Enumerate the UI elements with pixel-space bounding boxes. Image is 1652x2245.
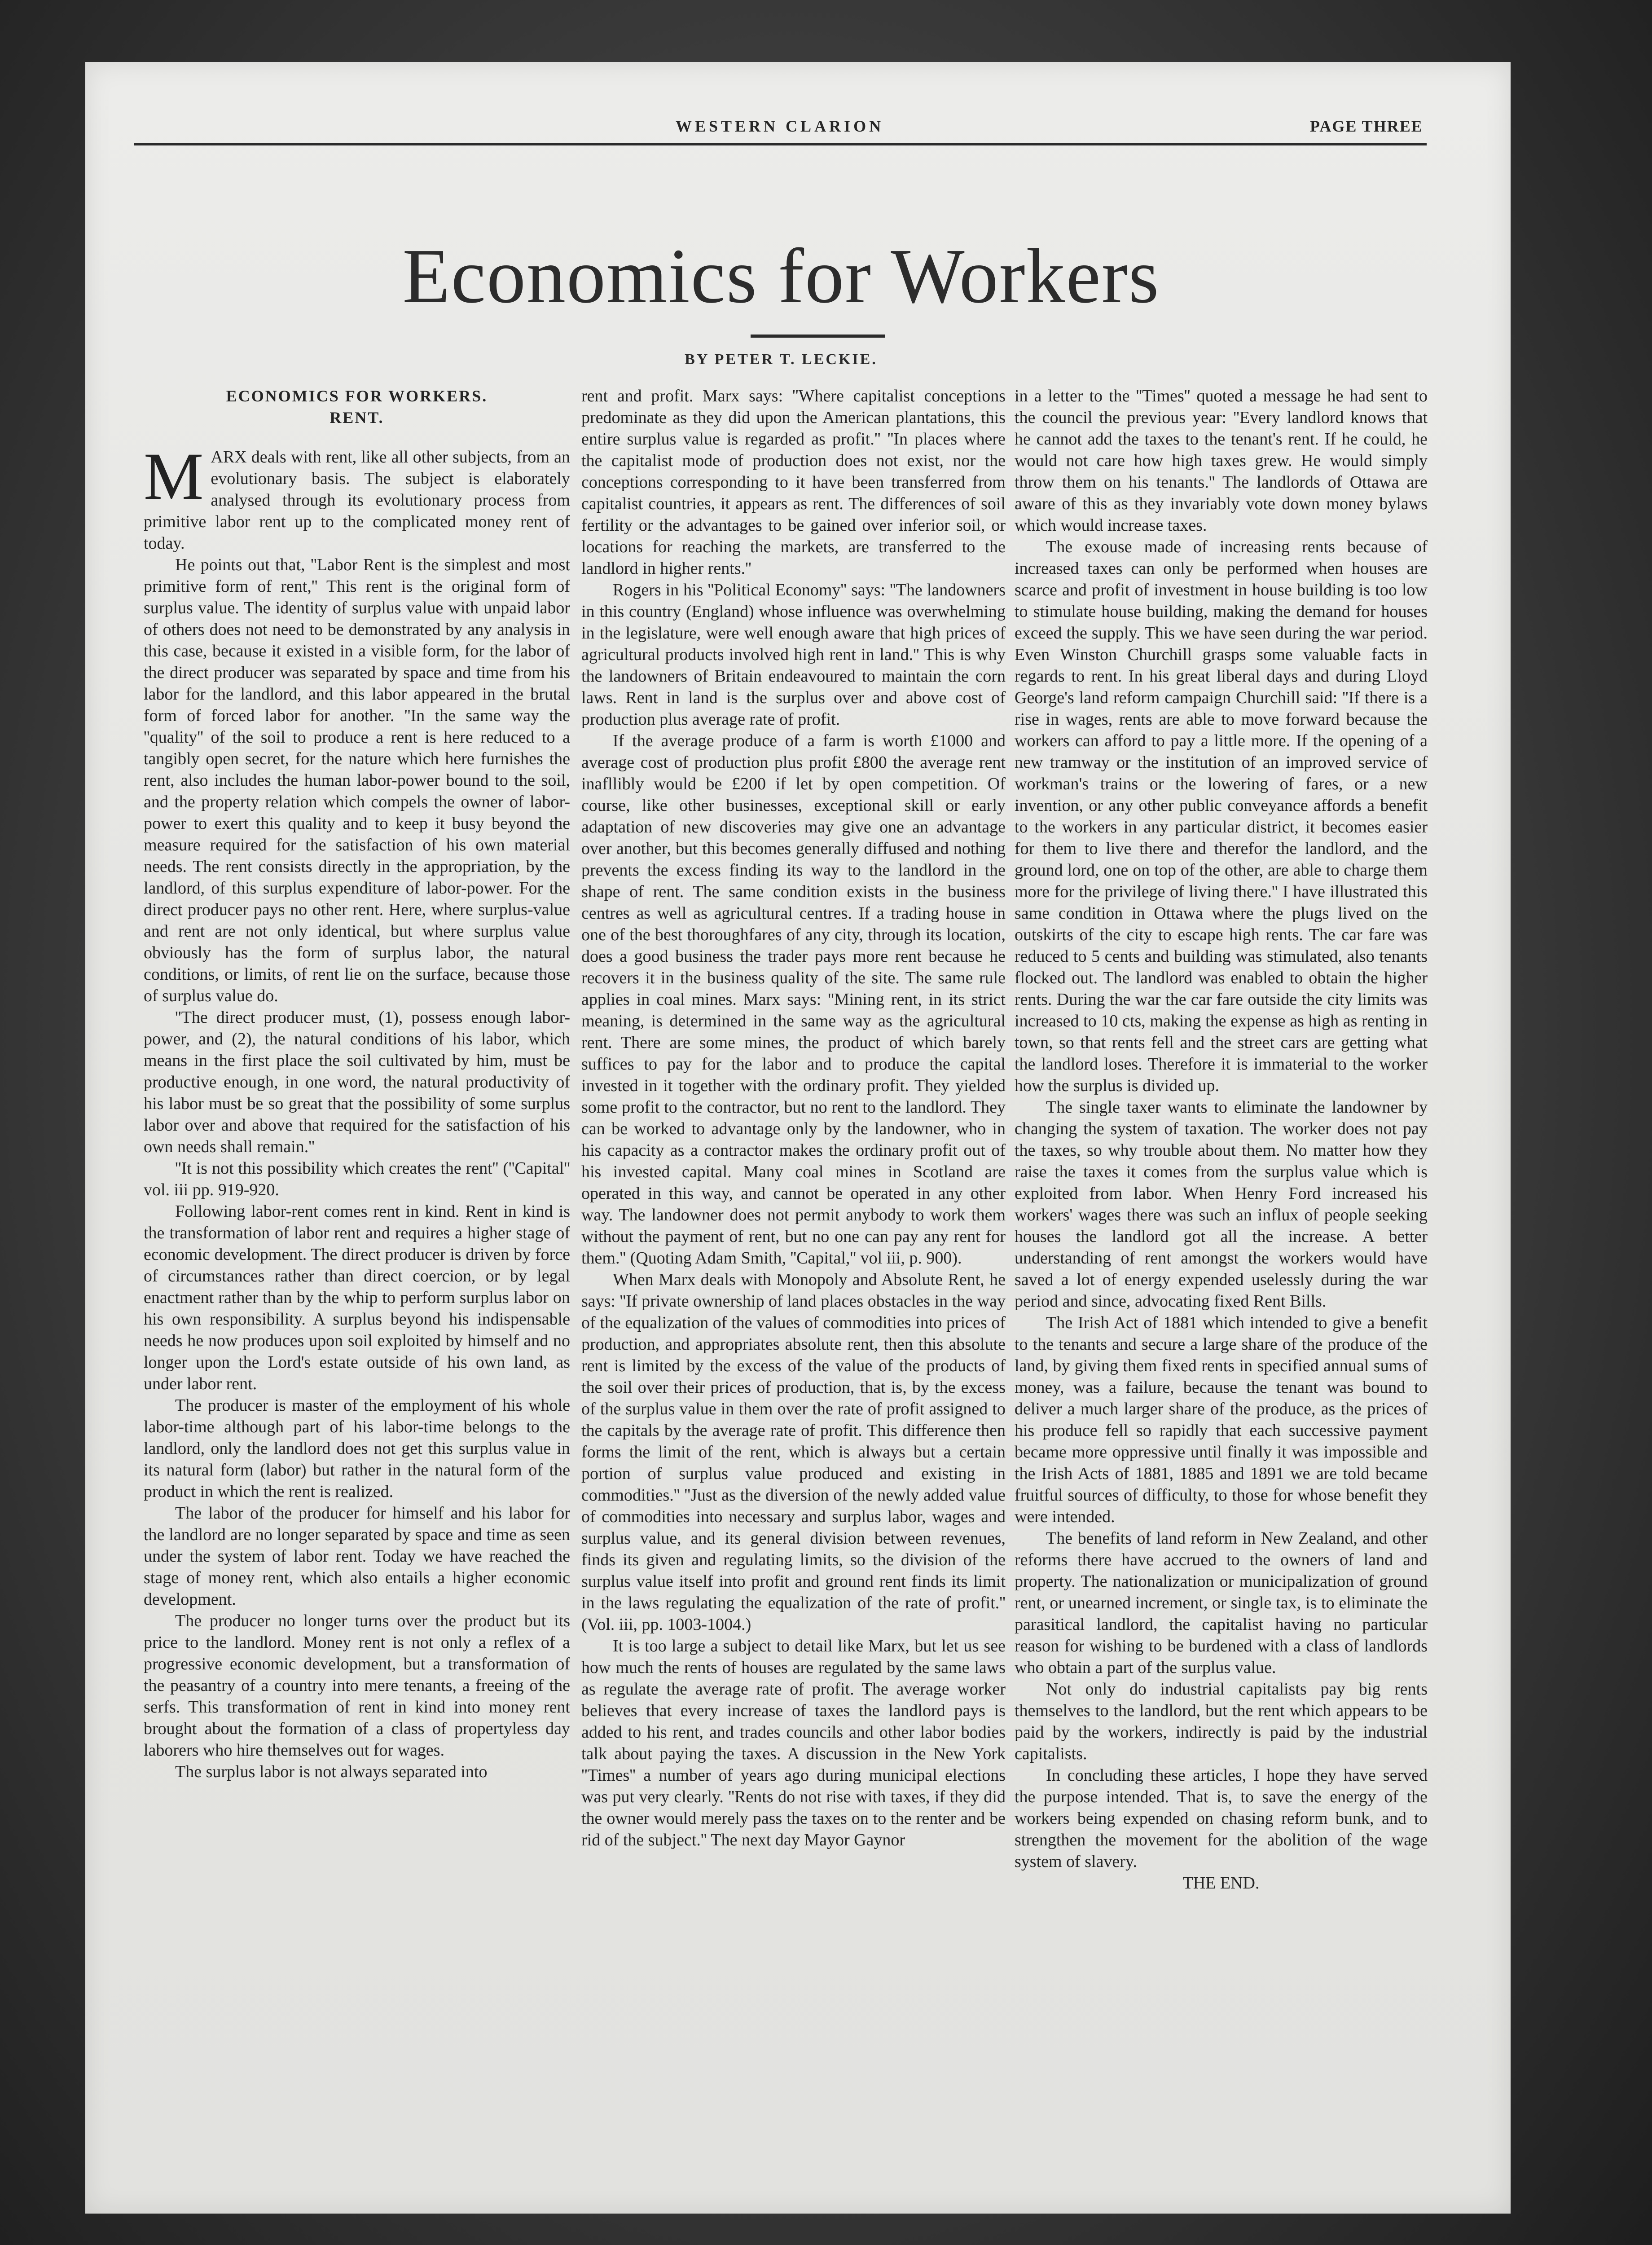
byline: BY PETER T. LECKIE. (685, 351, 878, 368)
title-underline (751, 335, 885, 338)
paragraph: rent and profit. Marx says: ''Where capitalist conceptions predominate as they did upon the American plantations, this entire surplus value is regarded as profit.'' ''In places where the capitalist mode of production does not exist, nor the conceptions corresponding to it have been transferred from capitalist countries, it appears as rent. The differences of soil fertility or the advantages to be gained over inferior soil, or locations for reaching the markets, are transferred to the landlord in higher rents.'' (581, 387, 1006, 578)
article-column-2 (581, 385, 1006, 2169)
paragraph: The producer is master of the employment of his whole labor-time although part of his labor-time belongs to the landlord, only the landlord does not get this surplus value in its natural form (labor) but rather in the natural form of the product in which the rent is realized. (144, 1396, 570, 1501)
page-label: PAGE THREE (1310, 117, 1423, 135)
paragraph: Rogers in his ''Political Economy'' says: ''The landowners in this country (England) whose influence was overwhelming in the legislature, were well enough aware that high prices of agricultural products involved high rent in land.'' This is why the landowners of Britain endeavoured to maintain the corn laws. Rent in land is the surplus over and above cost of production plus average rate of profit. (581, 581, 1006, 729)
paragraph: MARX deals with rent, like all other subjects, from an evolutionary basis. The subject is elaborately analysed through its evolutionary process from primitive labor rent up to the complicated money rent of today. (144, 439, 570, 553)
paragraph: ''It is not this possibility which creates the rent'' (''Capital'' vol. iii pp. 919-920. (144, 1159, 570, 1199)
article-column-3 (1015, 385, 1428, 2169)
paragraph: In concluding these articles, I hope they have served the purpose intended. That is, to save the energy of the workers being expended on chasing reform bunk, and to strengthen the movement for the abolition of the wage system of slavery. (1015, 1766, 1428, 1871)
the-end-label: THE END. (1182, 1874, 1260, 1893)
paragraph: Following labor-rent comes rent in kind. Rent in kind is the transformation of labor rent and requires a higher stage of economic development. The direct producer is driven by force of circumstances rather than direct coercion, or by legal enactment rather than by the whip to perform surplus labor on his own responsibility. A surplus beyond his indispensable needs he now produces upon soil exploited by himself and no longer upon the Lord's estate outside of his own land, as under labor rent. (144, 1202, 570, 1393)
paragraph: The benefits of land reform in New Zealand, and other reforms there have accrued to the owners of land and property. The nationalization or municipalization of ground rent, or unearned increment, or single tax, is to eliminate the parasitical landlord, the capitalist having no particular reason for wishing to be burdened with a class of landlords who obtain a part of the surplus value. (1015, 1529, 1428, 1677)
section-heading-line-1: ECONOMICS FOR WORKERS. (226, 387, 488, 405)
paragraph: When Marx deals with Monopoly and Absolute Rent, he says: ''If private ownership of land places obstacles in the way of the equalization of the values of commodities into prices of production, and appropriates absolute rent, then this absolute rent is limited by the excess of the value of the products of the soil over their prices of production, that is, by the excess of the surplus value in them over the rate of profit assigned to the capitals by the average rate of profit. This difference then forms the limit of the rent, which is always but a certain portion of surplus value produced and existing in commodities.'' ''Just as the diversion of the newly added value of commodities into necessary and surplus labor, wages and surplus value, and its general division between revenues, finds its given and regulating limits, so the division of the surplus value itself into profit and ground rent finds its limit in the laws regulating the equalization of the rate of profit.'' (Vol. iii, pp. 1003-1004.) (581, 1270, 1006, 1634)
paragraph: The labor of the producer for himself and his labor for the landlord are no longer separated by space and time as seen under the system of labor rent. Today we have reached the stage of money rent, which also entails a higher economic development. (144, 1504, 570, 1609)
article-column-1 (144, 385, 570, 2169)
paragraph: The single taxer wants to eliminate the landowner by changing the system of taxation. The worker does not pay the taxes, so why trouble about them. No matter how they raise the taxes it comes from the surplus value which is exploited from labor. When Henry Ford increased his workers' wages there was such an influx of people seeking houses the landlord got all the increase. A better understanding of rent amongst the workers would have saved a lot of energy expended uselessly during the war period and since, advocating fixed Rent Bills. (1015, 1098, 1428, 1311)
section-heading (144, 385, 570, 428)
header-rule (134, 143, 1427, 145)
article-title: Economics for Workers (402, 233, 1160, 319)
paragraph: The Irish Act of 1881 which intended to give a benefit to the tenants and secure a large share of the produce of the land, by giving them fixed rents in specified annual sums of money, was a failure, because the tenant was bound to deliver a much larger share of the produce, as the prices of his produce fell so rapidly that each successive payment became more oppressive until finally it was impossible and the Irish Acts of 1881, 1885 and 1891 we are told became fruitful sources of difficulty, to those for whose benefit they were intended. (1015, 1313, 1428, 1526)
paragraph: If the average produce of a farm is worth £1000 and average cost of production plus profit £800 the average rent inafllibly would be £200 if let by open competition. Of course, like other businesses, exceptional skill or early adaptation of new discoveries may give one an advantage over another, but this becomes generally diffused and nothing prevents the excess finding its way to the landlord in the shape of rent. The same condition exists in the business centres as well as agricultural centres. If a trading house in one of the best thoroughfares of any city, through its location, does a good business the trader pays more rent because he recovers it in the business quality of the site. The same rule applies in coal mines. Marx says: ''Mining rent, in its strict meaning, is determined in the same way as the agricultural rent. There are some mines, the product of which barely suffices to pay for the labor and to produce the capital invested in it together with the ordinary profit. They yielded some profit to the contractor, but no rent to the landlord. They can be worked to advantage only by the landowner, who in his capacity as a contractor makes the ordinary profit out of his invested capital. Many coal mines in Scotland are operated in this way, and cannot be operated in any other way. The landowner does not permit anybody to work them without the payment of rent, but no one can pay any rent for them.'' (Quoting Adam Smith, ''Capital,'' vol iii, p. 900). (581, 731, 1006, 1268)
paragraph: Not only do industrial capitalists pay big rents themselves to the landlord, but the rent which appears to be paid by the workers, indirectly is paid by the industrial capitalists. (1015, 1680, 1428, 1763)
paragraph: in a letter to the ''Times'' quoted a message he had sent to the council the previous year: ''Every landlord knows that he cannot add the taxes to the tenant's rent. If he could, he would not care how high taxes grew. He would simply throw them on his tenants.'' The landlords of Ottawa are aware of this as they invariably vote down money bylaws which would increase taxes. (1015, 387, 1428, 535)
section-heading-line-2: RENT. (330, 409, 384, 427)
drop-cap: M (144, 439, 204, 514)
paragraph: The exouse made of increasing rents because of increased taxes can only be performed when houses are scarce and profit of investment in house building is too low to stimulate house building, making the demand for houses exceed the supply. This we have seen during the war period. Even Winston Churchill grasps some valuable facts in regards to rent. In his great liberal days and during Lloyd George's land reform campaign Churchill said: ''If there is a rise in wages, rents are able to move forward because the workers can afford to pay a little more. If the opening of a new tramway or the institution of an improved service of workman's trains or the lowering of fares, or a new invention, or any other public conveyance affords a benefit to the workers in any particular district, it becomes easier for them to live there and therefor the landlord, and the ground lord, one on top of the other, are able to charge them more for the privilege of living there.'' I have illustrated this same condition in Ottawa where the plugs lived on the outskirts of the city to escape high rents. The car fare was reduced to 5 cents and building was stimulated, also tenants flocked out. The landlord was enabled to obtain the higher rents. During the war the car fare outside the city limits was increased to 10 cts, making the expense as high as renting in town, so that rents fell and the street cars are getting what the landlord loses. Therefore it is immaterial to the worker how the surplus is divided up. (1015, 537, 1428, 1095)
paragraph: He points out that, ''Labor Rent is the simplest and most primitive form of rent,'' This rent is the original form of surplus value. The identity of surplus value with unpaid labor of others does not need to be demonstrated by any analysis in this case, because it existed in a visible form, for the labor of the direct producer was separated by space and time from his labor for the landlord, and this labor appeared in the brutal form of forced labor for another. ''In the same way the ''quality'' of the soil to produce a rent is here reduced to a tangibly open secret, for the nature which here furnishes the rent, also includes the human labor-power bound to the soil, and the property relation which compels the owner of labor-power to exert this quality and to keep it busy beyond the measure required for the satisfaction of his own material needs. The rent consists directly in the appropriation, by the landlord, of this surplus expenditure of labor-power. For the direct producer pays no other rent. Here, where surplus-value and rent are not only identical, but where surplus value obviously has the form of surplus labor, the natural conditions, or limits, of rent lie on the surface, because those of surplus value do. (144, 555, 570, 1005)
paragraph: The producer no longer turns over the product but its price to the landlord. Money rent is not only a reflex of a progressive economic development, but a transformation of the peasantry of a country into mere tenants, a freeing of the serfs. This transformation of rent in kind into money rent brought about the formation of a class of propertyless day laborers who hire themselves out for wages. (144, 1611, 570, 1760)
paragraph: It is too large a subject to detail like Marx, but let us see how much the rents of houses are regulated by the same laws as regulate the average rate of profit. The average worker believes that every increase of taxes the landlord pays is added to his rent, and trades councils and other labor bodies talk about paying the taxes. A discussion in the New York ''Times'' a number of years ago during municipal elections was put very clearly. ''Rents do not rise with taxes, if they did the owner would merely pass the taxes on to the renter and be rid of the subject.'' The next day Mayor Gaynor (581, 1637, 1006, 1849)
paragraph: The surplus labor is not always separated into (175, 1762, 488, 1781)
paragraph: ''The direct producer must, (1), possess enough labor-power, and (2), the natural conditions of his labor, which means in the first place the soil cultivated by him, must be productive enough, in one word, the natural productivity of his labor must be so great that the possibility of some surplus labor over and above that required for the satisfaction of his own needs shall remain.'' (144, 1008, 570, 1156)
publication-name: WESTERN CLARION (676, 117, 884, 135)
